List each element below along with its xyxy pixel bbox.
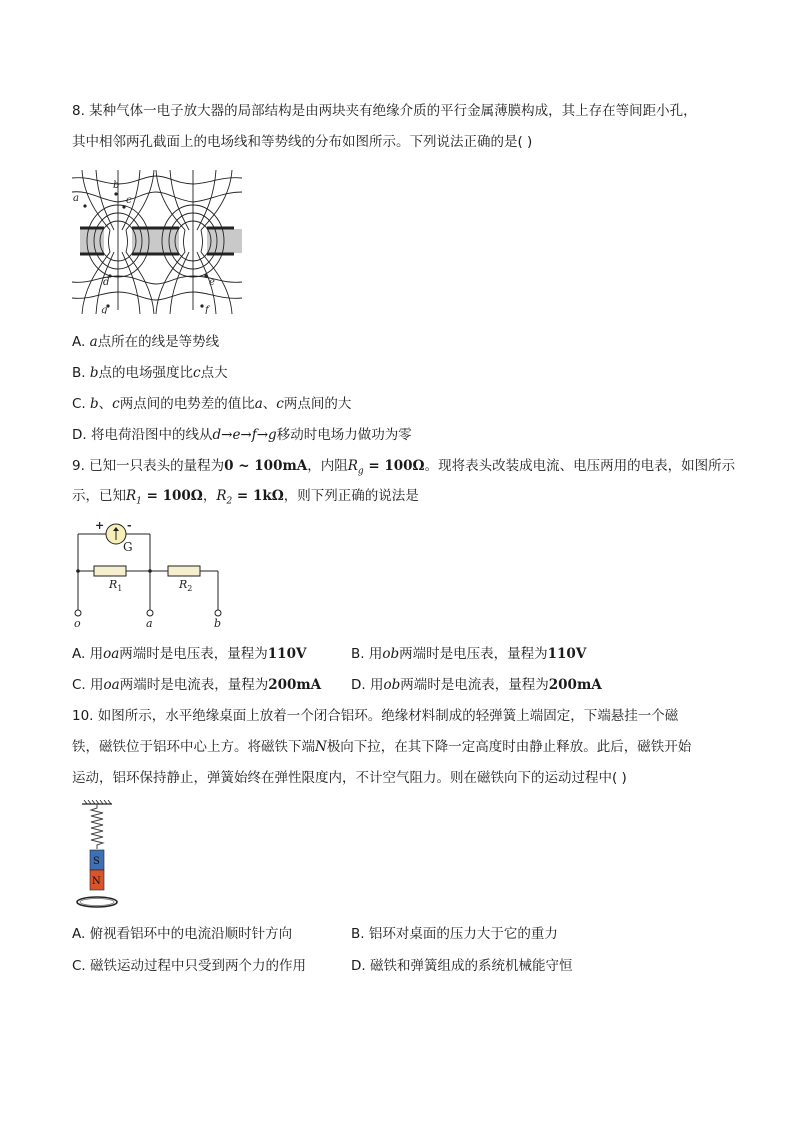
q10-option-b: B. 铝环对桌面的压力大于它的重力: [351, 926, 558, 942]
label-g: g: [101, 305, 108, 314]
minus-sign: -: [127, 519, 132, 532]
meter-circuit-diagram: [72, 518, 232, 628]
q9-stem-line1: 9. 已知一只表头的量程为0 ~ 100mA，内阻$R_g = 100\Omega$。现将表头改装成电流、电压两用的电表，如图所示: [72, 458, 736, 477]
q8-field-figure: [72, 170, 242, 318]
q10-option-d: D. 磁铁和弹簧组成的系统机械能守恒: [351, 958, 573, 974]
q10-option-c: C. 磁铁运动过程中只受到两个力的作用: [72, 958, 307, 974]
label-c: c: [126, 195, 132, 206]
q8-stem-line1: 8. 某种气体一电子放大器的局部结构是由两块夹有绝缘介质的平行金属薄膜构成，其上存在等间距小孔，: [72, 103, 697, 119]
spring-icon: [91, 804, 103, 849]
label-a: a: [73, 193, 79, 204]
q10-stem-line3: 运动，铝环保持静止，弹簧始终在弹性限度内，不计空气阻力。则在磁铁向下的运动过程中( ): [72, 770, 627, 786]
q9-option-b: B. 用ob两端时是电压表，量程为110V: [351, 646, 587, 662]
label-b: b: [113, 180, 120, 191]
q8-option-b: B. b点的电场强度比c点大: [72, 365, 228, 381]
q10-option-a: A. 俯视看铝环中的电流沿顺时针方向: [72, 926, 293, 942]
s-label: S: [93, 856, 100, 867]
plus-sign: +: [95, 519, 105, 532]
terminal-a-label: a: [146, 617, 153, 628]
r2-label: $R_2$: [179, 578, 193, 593]
terminal-o-label: o: [74, 617, 81, 628]
terminal-b-label: b: [214, 617, 222, 628]
q9-option-d: D. 用ob两端时是电流表，量程为200mA: [351, 677, 602, 693]
g-label: G: [123, 540, 133, 554]
q10-stem-line2: 铁，磁铁位于铝环中心上方。将磁铁下端N极向下拉，在其下降一定高度时由静止释放。此后，磁铁开始: [72, 739, 692, 755]
q9-stem-line2: 示，已知$R_1 = 100\Omega$，$R_2 = 1k\Omega$，则下列正确的说法是: [72, 488, 419, 507]
q10-stem-line1: 10. 如图所示，水平绝缘桌面上放着一个闭合铝环。绝缘材料制成的轻弹簧上端固定，下端悬挂一个磁: [72, 708, 679, 724]
q9-option-a: A. 用oa两端时是电压表，量程为110V: [72, 646, 307, 662]
n-label: N: [92, 876, 101, 887]
label-d: d: [103, 277, 110, 288]
q10-magnet-figure: [72, 800, 122, 916]
q9-option-c: C. 用oa两端时是电流表，量程为200mA: [72, 677, 322, 693]
q8-option-d: D. 将电荷沿图中的线从d→e→f→g移动时电场力做功为零: [72, 427, 412, 443]
label-e: e: [209, 277, 215, 288]
spring-magnet-ring-diagram: [72, 800, 122, 912]
q8-option-a: A. a点所在的线是等势线: [72, 334, 220, 350]
q9-circuit-figure: [72, 518, 232, 632]
q8-option-c: C. b、c两点间的电势差的值比a、c两点间的大: [72, 396, 352, 412]
label-f: f: [205, 305, 209, 314]
electric-field-diagram: [72, 170, 242, 314]
q8-stem-line2: 其中相邻两孔截面上的电场线和等势线的分布如图所示。下列说法正确的是( ): [72, 134, 533, 150]
r1-label: $R_1$: [109, 578, 123, 593]
